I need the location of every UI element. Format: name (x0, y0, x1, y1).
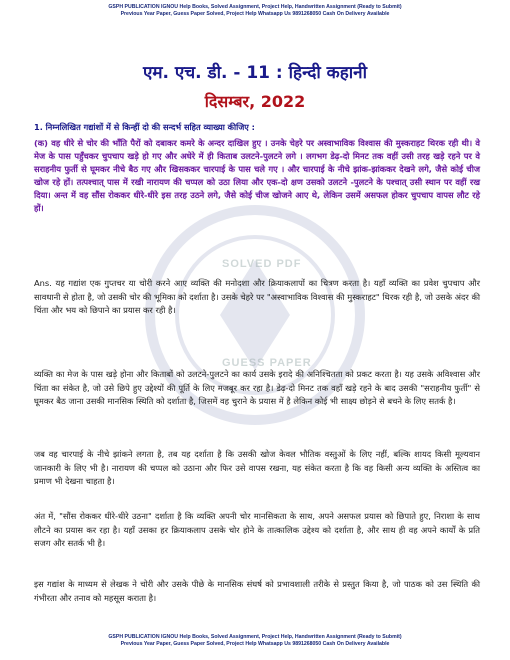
answer-paragraph-4: अंत में, "सौंस रोककर धीरे-धीरे उठना" दर्शाता है कि व्यक्ति अपनी चोर मानसिकता के साथ, अपने असफल प्रयास को छिपाते हुए, निराशा के साथ लौटने का प्रयास कर रहा है। यहाँ उसका हर क्रियाकलाप उसके चोर होने के तात्कालिक उद्देश्य को दर्शाता है, और साथ ही वह अपने कार्यों के प्रति सजग और सतर्क भी है। (34, 511, 480, 549)
page-header (0, 4, 510, 18)
footer-line-1: GSPH PUBLICATION IGNOU Help Books, Solved Assignment, Project Help, Handwritten Assignment (Ready to Submit) (108, 634, 402, 640)
watermark-text-1: SOLVED PDF (222, 258, 302, 270)
answer-paragraph-3: जब वह चारपाई के नीचे झांकने लगता है, तब यह दर्शाता है कि उसकी खोज केवल भौतिक वस्तुओं के लिए नहीं, बल्कि शायद किसी मूल्यवान जानकारी के लिए भी है। नारायण की चप्पल को उठाना और फिर उसे वापस रखना, यह संकेत करता है कि वह किसी अन्य व्यक्ति के अस्तित्व का प्रमाण भी देखना चाहता है। (34, 449, 480, 487)
answer-paragraph-1: Ans. यह गद्यांश एक गुप्तचर या चोरी करने आए व्यक्ति की मनोदशा और क्रियाकलापों का चित्रण करता है। यहाँ व्यक्ति का प्रवेश चुपचाप और सावधानी से होता है, जो उसकी चोर की भूमिका को दर्शाता है। उसके चेहरे पर "अस्वाभाविक विश्वास की मुस्कराहट" थिरक रही है, जो उसके अंदर की चिंता और भय को छिपाने का प्रयास कर रही है। (34, 278, 480, 316)
exam-date: दिसम्बर, 2022 (204, 92, 306, 111)
question-prompt: 1. निम्नलिखित गद्यांशों में से किन्हीं दो की सन्दर्भ सहित व्याख्या कीजिए : (34, 122, 255, 132)
passage-text: (क) वह धीरे से चोर की भाँति पैरों को दबाकर कमरे के अन्दर दाखिल हुए । उनके चेहरे पर अस्वाभाविक विश्वास की मुस्कराहट थिरक रही थी। वे मेज के पास पहुँचकर चुपचाप खड़े हो गए और अधेरे में ही किताब उलटने-पुलटने लगे । लगभग डेढ़-दो मिनट तक वहीं उसी तरह खड़े रहने पर वे सराहनीय फुर्ती से घूमकर नीचे बैठ गए और खिसककर चारपाई के पास चले गए । और चारपाई के नीचे झांक-झांककर देखने लगे, जैसे कोई चीज खोज रहे हों। तत्पश्चात् पास में रखी नारायण की चप्पल को उठा लिया और एक-दो क्षण उसको उलटने -पुलटने के पश्चात् उसी स्थान पर वहीं रख दिया। अन्त में वह सौंस रोककर धीरे-धीरे इस तरह उठने लगे, जैसे कोई चीज खोजने आए थे, लेकिन उसमें असफल होकर चुपचाप वापस लौट रहे हों। (34, 138, 480, 214)
answer-paragraph-5: इस गद्यांश के माध्यम से लेखक ने चोरी और उसके पीछे के मानसिक संघर्ष को प्रभावशाली तरीके से प्रस्तुत किया है, जो पाठक को उस स्थिति की गंभीरता और तनाव को महसूस कराता है। (34, 579, 480, 603)
header-line-2: Previous Year Paper, Guess Paper Solved, Project Help Whatsapp Us 9891268050 Cash On Delivery Available (120, 11, 390, 17)
page-footer (0, 634, 510, 648)
answer-paragraph-2: व्यक्ति का मेज के पास खड़े होना और किताबों को उलटने-पुलटने का कार्य उसके इरादे की अनिश्चितता को प्रकट करता है। यह उसके अविश्वास और चिंता का संकेत है, जो उसे छिपे हुए उद्देश्यों की पूर्ति के लिए मजबूर कर रहा है। डेढ़-दो मिनट तक वहाँ खड़े रहने के बाद उसकी "सराहनीय फुर्ती" से घूमकर बैठ जाना उसकी मानसिक स्थिति को दर्शाता है, जिसमें वह चुराने के प्रयास में है लेकिन कोई भी साक्ष्य छोड़ने से बचने के लिए सतर्क है। (34, 369, 480, 407)
header-line-1: GSPH PUBLICATION IGNOU Help Books, Solved Assignment, Project Help, Handwritten Assignment (Ready to Submit) (108, 4, 402, 10)
watermark-text-2: GUESS PAPER (222, 357, 312, 369)
footer-line-2: Previous Year Paper, Guess Paper Solved, Project Help Whatsapp Us 9891268050 Cash On Delivery Available (120, 641, 390, 647)
page-title: एम. एच. डी. - 11 : हिन्दी कहानी (142, 63, 367, 83)
